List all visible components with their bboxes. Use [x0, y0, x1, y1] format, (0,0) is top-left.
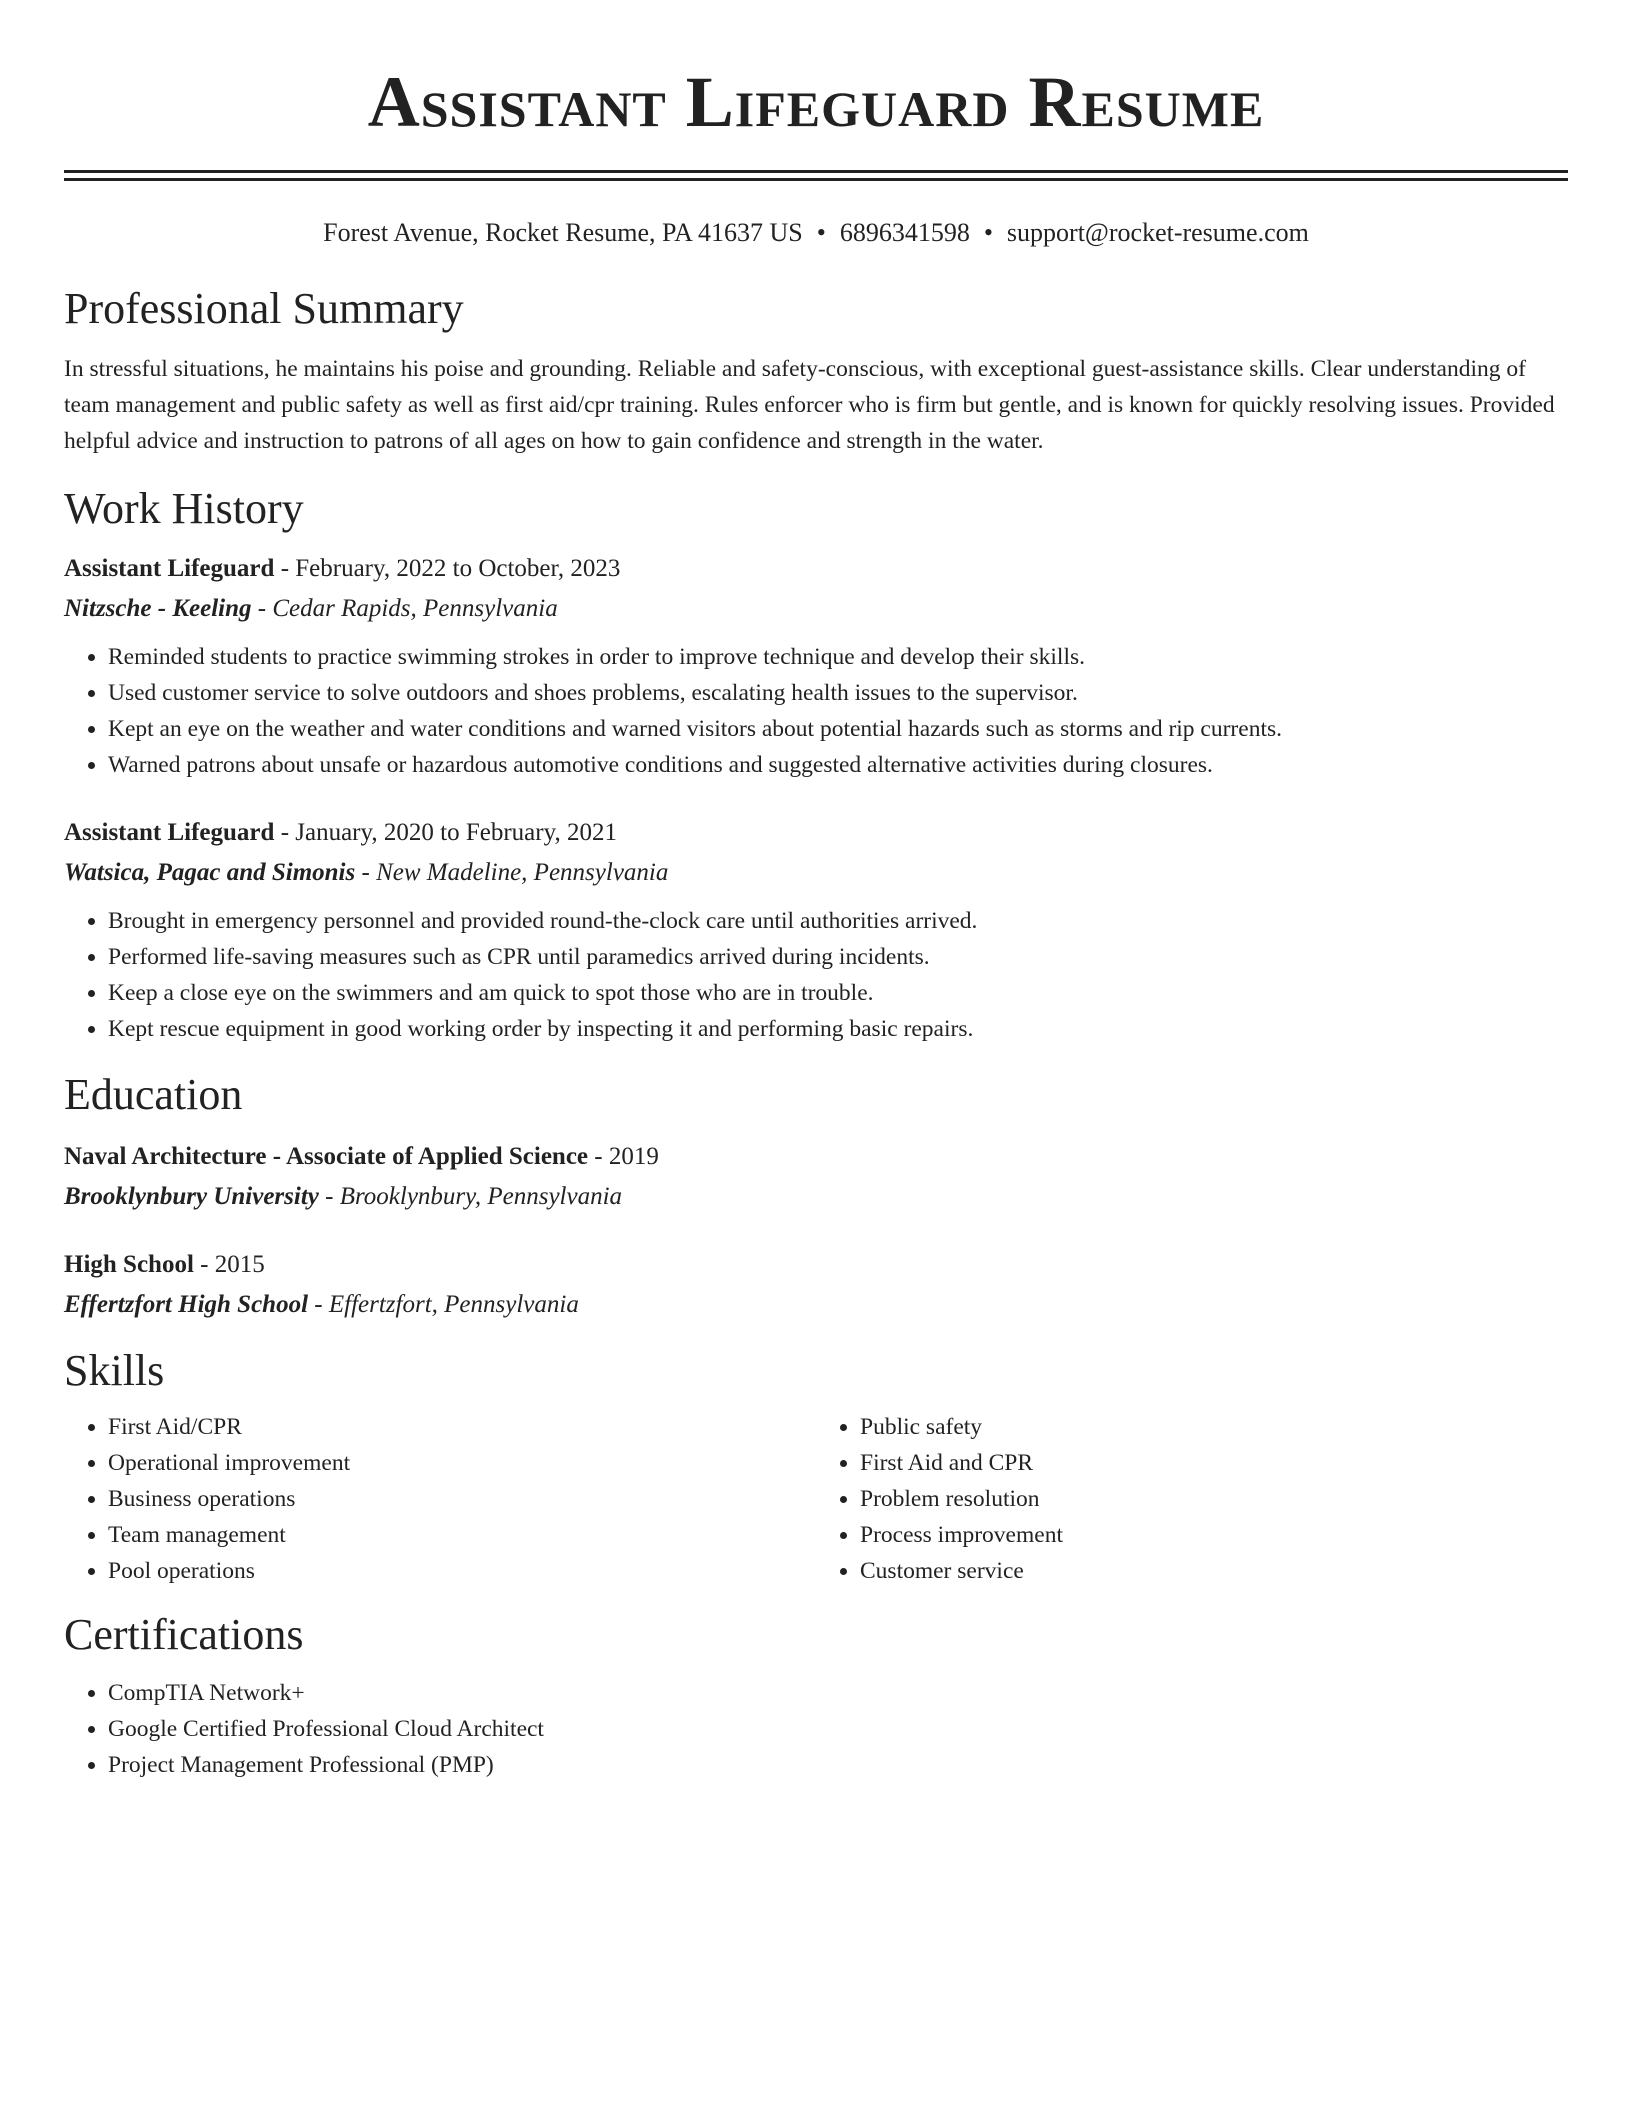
job-bullets — [64, 903, 1568, 1047]
skills-column-left — [64, 1409, 816, 1589]
job-bullets — [64, 639, 1568, 783]
title-divider — [64, 170, 1568, 181]
education-school-line — [64, 1177, 1568, 1217]
certifications-list — [64, 1675, 1568, 1783]
list-item: • First Aid/CPR — [108, 1409, 816, 1445]
job-location: - Cedar Rapids, Pennsylvania — [251, 595, 558, 622]
job-entry — [64, 549, 1568, 783]
certifications-heading: Certifications — [64, 1610, 304, 1659]
list-item: • Pool operations — [108, 1553, 816, 1589]
job-title-line — [64, 813, 1568, 853]
list-item: • Warned patrons about unsafe or hazardous automotive conditions and suggested alternative activities during closures. — [108, 747, 1568, 783]
job-company: Watsica, Pagac and Simonis — [64, 859, 356, 886]
education-degree: High School — [64, 1251, 194, 1278]
job-company-line — [64, 589, 1568, 629]
contact-separator: • — [983, 218, 993, 247]
contact-separator: • — [816, 218, 826, 247]
job-entry — [64, 813, 1568, 1047]
list-item: • Reminded students to practice swimming strokes in order to improve technique and develop their skills. — [108, 639, 1568, 675]
list-item: • Google Certified Professional Cloud Architect — [108, 1711, 1568, 1747]
education-degree-line — [64, 1245, 1568, 1285]
job-title: Assistant Lifeguard — [64, 555, 275, 582]
skills-column-right — [816, 1409, 1568, 1589]
list-item: • Brought in emergency personnel and provided round-the-clock care until authorities arrived. — [108, 903, 1568, 939]
list-item: • Business operations — [108, 1481, 816, 1517]
skills-grid — [64, 1409, 1568, 1589]
list-item: • Operational improvement — [108, 1445, 816, 1481]
job-company-line — [64, 853, 1568, 893]
job-dates: - January, 2020 to February, 2021 — [274, 819, 617, 846]
job-company: Nitzsche - Keeling — [64, 595, 252, 622]
summary-text: In stressful situations, he maintains his poise and grounding. Reliable and safety-conscious, with exceptional guest-assistance skills. Clear understanding of team management and public safety as well as first aid/cpr training. Rules enforcer who is firm but gentle, and is known for quickly resolving issues. Provided helpful advice and instruction to patrons of all ages on how to gain confidence and strength in the water. — [64, 356, 1555, 454]
job-location: - New Madeline, Pennsylvania — [355, 859, 669, 886]
education-school-line — [64, 1285, 1568, 1325]
education-school: Effertzfort High School — [64, 1291, 309, 1318]
list-item: • Process improvement — [860, 1517, 1568, 1553]
education-degree-line — [64, 1137, 1568, 1177]
contact-address: Forest Avenue, Rocket Resume, PA 41637 US — [323, 218, 803, 247]
list-item: • CompTIA Network+ — [108, 1675, 1568, 1711]
education-entry — [64, 1245, 1568, 1325]
education-heading: Education — [64, 1070, 243, 1119]
resume-title: Assistant Lifeguard Resume — [367, 62, 1265, 142]
education-location: - Effertzfort, Pennsylvania — [308, 1291, 579, 1318]
list-item: • Keep a close eye on the swimmers and am quick to spot those who are in trouble. — [108, 975, 1568, 1011]
list-item: • Project Management Professional (PMP) — [108, 1747, 1568, 1783]
job-title: Assistant Lifeguard — [64, 819, 275, 846]
list-item: • Performed life-saving measures such as CPR until paramedics arrived during incidents. — [108, 939, 1568, 975]
education-school: Brooklynbury University — [64, 1183, 319, 1210]
summary-heading: Professional Summary — [64, 284, 464, 333]
job-dates: - February, 2022 to October, 2023 — [274, 555, 621, 582]
education-location: - Brooklynbury, Pennsylvania — [318, 1183, 623, 1210]
list-item: • Public safety — [860, 1409, 1568, 1445]
list-item: • First Aid and CPR — [860, 1445, 1568, 1481]
list-item: • Kept rescue equipment in good working order by inspecting it and performing basic repairs. — [108, 1011, 1568, 1047]
skills-heading: Skills — [64, 1346, 165, 1395]
list-item: • Used customer service to solve outdoors and shoes problems, escalating health issues to the supervisor. — [108, 675, 1568, 711]
contact-line — [64, 217, 1568, 249]
work-history-heading: Work History — [64, 484, 304, 533]
list-item: • Customer service — [860, 1553, 1568, 1589]
education-entry — [64, 1137, 1568, 1217]
list-item: • Team management — [108, 1517, 816, 1553]
list-item: • Kept an eye on the weather and water conditions and warned visitors about potential hazards such as storms and rip currents. — [108, 711, 1568, 747]
contact-email: support@rocket-resume.com — [1006, 218, 1309, 247]
education-year: - 2019 — [588, 1143, 659, 1170]
education-year: - 2015 — [193, 1251, 265, 1278]
education-degree: Naval Architecture - Associate of Applied Science — [64, 1143, 589, 1170]
job-title-line — [64, 549, 1568, 589]
contact-phone: 6896341598 — [839, 218, 970, 247]
list-item: • Problem resolution — [860, 1481, 1568, 1517]
